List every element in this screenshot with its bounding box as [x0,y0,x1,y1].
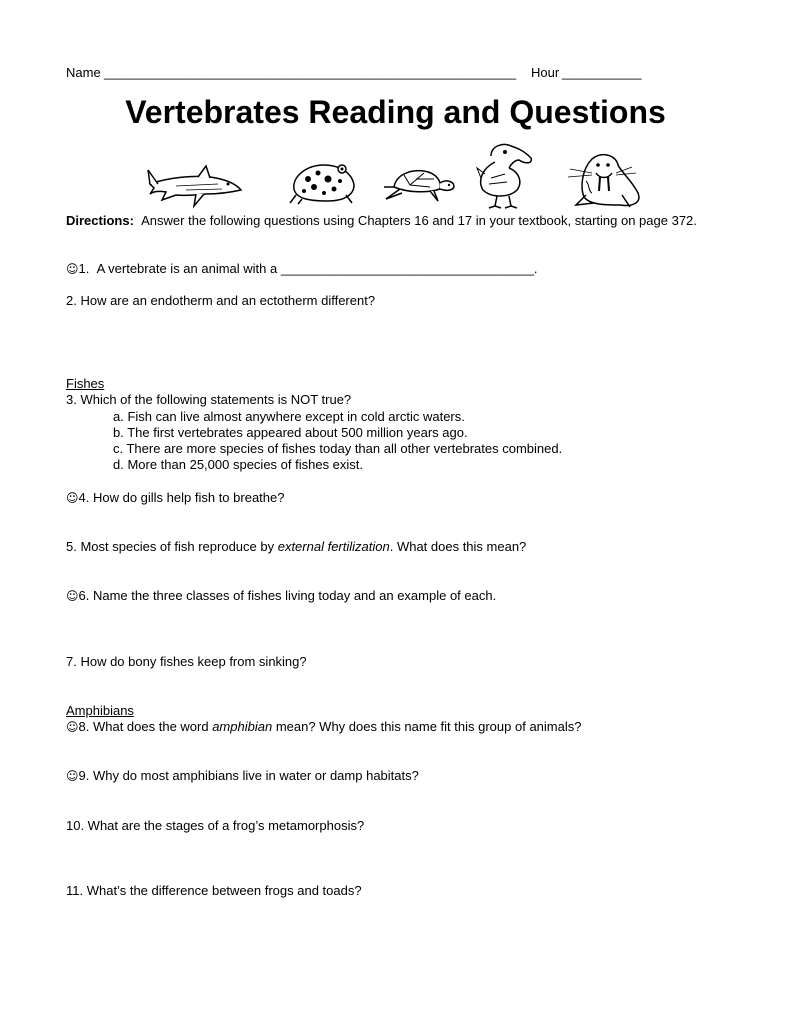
question-4-text: 4. How do gills help fish to breathe? [78,490,285,505]
question-4 [66,490,284,506]
question-1-text: A vertebrate is an animal with a [96,261,278,276]
name-label: Name [66,65,101,80]
question-7: 7. How do bony fishes keep from sinking? [66,654,307,669]
question-10: 10. What are the stages of a frog’s metamorphosis? [66,818,365,833]
name-blank[interactable]: _________________________________________________________ [104,65,517,80]
question-1 [66,261,538,277]
turtle-illustration [380,165,456,205]
question-9 [66,768,419,784]
directions-text: Answer the following questions using Chapters 16 and 17 in your textbook, starting on page 372. [141,213,697,228]
question-2: 2. How are an endotherm and an ectotherm different? [66,293,376,308]
walrus-illustration [566,151,644,209]
question-9-text: 9. Why do most amphibians live in water or damp habitats? [78,768,419,783]
section-heading-fishes: Fishes [66,376,105,391]
question-3-option-b[interactable]: b. The first vertebrates appeared about 500 million years ago. [113,425,468,440]
frog-illustration [288,159,358,205]
question-6 [66,588,496,604]
smiley-icon: ☺ [66,720,79,734]
question-1-number: 1. [78,261,90,276]
question-3: 3. Which of the following statements is NOT true? [66,392,352,407]
directions-label: Directions: [66,213,134,228]
section-heading-amphibians: Amphibians [66,703,134,718]
question-3-option-d[interactable]: d. More than 25,000 species of fishes exist. [113,457,364,472]
question-8-term: amphibian [212,719,273,734]
question-3-option-c[interactable]: c. There are more species of fishes today than all other vertebrates combined. [113,441,563,456]
question-5-text-end: . What does this mean? [389,539,527,554]
smiley-icon: ☺ [66,491,79,505]
question-8 [66,719,581,735]
question-5 [66,539,526,555]
question-8-text: 8. What does the word [78,719,213,734]
question-1-blank[interactable]: ___________________________________. [280,261,538,276]
smiley-icon: ☺ [66,262,79,276]
question-3-option-a[interactable]: a. Fish can live almost anywhere except in cold arctic waters. [113,409,465,424]
question-6-text: 6. Name the three classes of fishes living today and an example of each. [78,588,497,603]
question-11: 11. What’s the difference between frogs and toads? [66,883,362,898]
page-title: Vertebrates Reading and Questions [125,94,666,130]
dodo-bird-illustration [473,138,541,210]
question-5-text: 5. Most species of fish reproduce by [66,539,278,554]
smiley-icon: ☺ [66,589,79,603]
directions [66,212,736,229]
question-8-text-end: mean? Why does this name fit this group of animals? [272,719,582,734]
hour-blank[interactable]: ___________ [562,65,642,80]
hour-label: Hour [531,65,560,80]
question-5-term: external fertilization [277,539,390,554]
shark-illustration [146,164,244,210]
smiley-icon: ☺ [66,769,79,783]
